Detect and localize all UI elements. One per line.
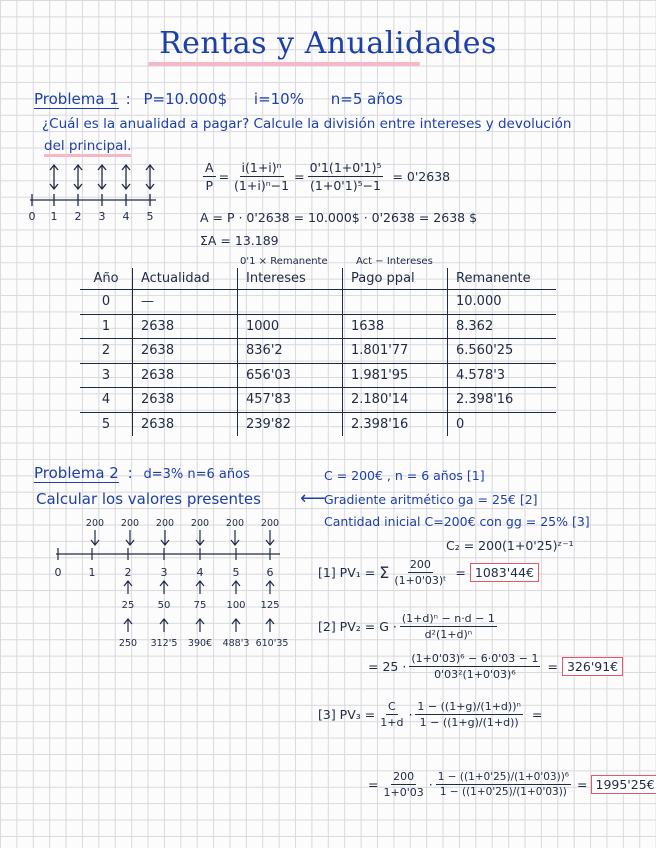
table-row [80, 314, 556, 339]
annuity-sum: ΣA = 13.189 [200, 233, 279, 248]
p1-tick-4: 4 [122, 210, 130, 223]
table-row [80, 412, 556, 436]
problem1-question-line2: del principal. [44, 138, 131, 157]
annot-pago: Act − Intereses [356, 256, 433, 267]
table-cell: 8.362 [448, 314, 557, 339]
eq3-fraction: $\frac{\text{1 − ((1+g)/(1+d))ⁿ}}{1 - ((1+g)/(1+d))}$ [417, 700, 521, 729]
problem2-right-line3: Cantidad inicial C=200€ con gg = 25% [3] [324, 514, 590, 529]
problem1-heading-row: Problema 1 : P=10.000$ i=10% n=5 años [34, 90, 403, 108]
table-cell: 457'83 [238, 388, 343, 413]
problem1-formula: $\frac{A}{P}$ = $\frac{\text{i(1+i)ⁿ}}{\text{(1+i)ⁿ−1}}$ = $\frac{\text{0'1(1+0'1)⁵}}{\text{(1+0'1)⁵−1}}$ = 0'2638 [205, 160, 451, 193]
table-cell: 2.398'16 [448, 388, 557, 413]
eq2-result: 326'91€ [562, 657, 623, 676]
table-cell: 0 [448, 412, 557, 436]
p2-top-value: 200 [225, 518, 245, 529]
eq3-result: 1995'25€ [591, 775, 656, 794]
table-cell: 836'2 [238, 339, 343, 364]
p2-bottom-value: 390€ [187, 638, 213, 649]
brace-arrow-icon: ⟵ [300, 488, 326, 509]
p2-top-value: 200 [155, 518, 175, 529]
table-cell: 2638 [133, 339, 238, 364]
p2-tick: 4 [196, 566, 204, 579]
table-row [80, 339, 556, 364]
problem1-question-line1: ¿Cuál es la anualidad a pagar? Calcule la división entre intereses y devolución [42, 116, 572, 132]
problem2-instruction: Calcular los valores presentes [36, 490, 261, 508]
col-header-remanente: Remanente [448, 268, 557, 290]
table-cell: 2638 [133, 388, 238, 413]
eq3-pre-fraction: $\frac{200}{1+0'03}$ [383, 770, 424, 799]
p2-bottom-value: 610'35 [255, 638, 289, 649]
table-cell: 2.398'16 [351, 416, 409, 432]
table-row [80, 363, 556, 388]
problem1-timeline [24, 160, 174, 226]
p2-top-value: 200 [85, 518, 105, 529]
problem2-timeline [40, 514, 310, 650]
p2-bottom-value: 312'5 [150, 638, 178, 649]
problem2-heading: Problema 2 [34, 464, 119, 482]
table-cell: 3 [80, 363, 133, 388]
table-cell: 2638 [133, 314, 238, 339]
table-cell: 2.180'14 [343, 388, 448, 413]
problem2-right-line1: C = 200€ , n = 6 años [1] [324, 468, 485, 483]
p1-tick-2: 2 [74, 210, 82, 223]
eq3-equals: = [531, 707, 543, 722]
p2-bottom-value: 488'3 [222, 638, 250, 649]
table-cell: 239'82 [238, 412, 343, 436]
table-cell: 10.000 [448, 290, 557, 315]
p2-bottom-value: 250 [118, 638, 138, 649]
col-header-actualidad: Actualidad [133, 268, 238, 290]
amortization-table [80, 268, 556, 436]
problem1-heading: Problema 1 [34, 90, 119, 108]
p2-tick: 5 [232, 566, 240, 579]
table-row [80, 388, 556, 413]
title-highlight [148, 62, 420, 66]
table-cell: 2638 [133, 363, 238, 388]
formula-substituted: $\frac{\text{0'1(1+0'1)⁵}}{\text{(1+0'1)⁵−1}}$ [309, 160, 382, 193]
p1-tick-0: 0 [28, 210, 36, 223]
eq3-label: [3] PV₃ = [318, 707, 376, 722]
problem2-right-line2: Gradiente aritmético ga = 25€ [2] [324, 492, 538, 507]
equation-2-substituted: = 25 · $\frac{\text{(1+0'03)⁶ − 6·0'03 − 1}}{\text{0'03²(1+0'03)⁶}}$ = 326'91€ [368, 652, 623, 681]
formula-general: $\frac{\text{i(1+i)ⁿ}}{\text{(1+i)ⁿ−1}}$ [234, 160, 290, 193]
equation-3-substituted: = $\frac{200}{1+0'03}$ · $\frac{\text{1 − ((1+0'25)/(1+0'03))⁶}}{1 - ((1+0'25)/(1+0'03))}$ = 1995'25€ [368, 770, 656, 799]
table-cell: 1.981'95 [343, 363, 448, 388]
problem2-cz-formula: C₂ = 200(1+0'25)ᶻ⁻¹ [446, 538, 574, 553]
problem2-params: d=3% n=6 años [143, 467, 250, 482]
p2-tick: 2 [124, 566, 132, 579]
p1-tick-1: 1 [50, 210, 58, 223]
p2-grad-value: 125 [260, 600, 280, 611]
eq2-label: [2] PV₂ = G · [318, 619, 397, 634]
p1-tick-5: 5 [146, 210, 154, 223]
equation-2 [318, 612, 500, 641]
problem1-param-i: i=10% [253, 90, 304, 108]
table-cell: 656'03 [238, 363, 343, 388]
table-cell: 1 [80, 314, 133, 339]
problem1-param-n: n=5 años [330, 90, 403, 108]
eq1-fraction: $\frac{200}{\text{(1+0'03)ᵗ}}$ [394, 558, 447, 587]
table-cell: 0 [80, 290, 133, 315]
table-cell: — [133, 290, 238, 315]
eq2-fraction-substituted: $\frac{\text{(1+0'03)⁶ − 6·0'03 − 1}}{\text{0'03²(1+0'03)⁶}}$ [411, 652, 539, 681]
table-cell: 1638 [343, 314, 448, 339]
p1-tick-3: 3 [98, 210, 106, 223]
eq3-fraction-substituted: $\frac{\text{1 − ((1+0'25)/(1+0'03))⁶}}{1 - ((1+0'25)/(1+0'03))}$ [437, 771, 570, 798]
p2-grad-value: 50 [157, 600, 171, 611]
problem2-heading-row: Problema 2 : d=3% n=6 años [34, 464, 250, 482]
table-row [80, 290, 556, 315]
eq1-label: [1] PV₁ = [318, 565, 376, 580]
p2-grad-value: 25 [121, 600, 135, 611]
table-cell: 5 [80, 412, 133, 436]
sum-icon: Σ [379, 563, 390, 582]
eq2-pre: = 25 · [368, 659, 407, 674]
col-header-ano: Año [80, 268, 133, 290]
table-header-row [80, 268, 556, 290]
p2-tick: 3 [160, 566, 168, 579]
problem1-param-p: P=10.000$ [143, 90, 228, 108]
p2-top-value: 200 [260, 518, 280, 529]
p2-top-value: 200 [190, 518, 210, 529]
col-header-pago: Pago ppal [343, 268, 448, 290]
table-cell [343, 290, 448, 315]
table-cell: 2638 [141, 416, 175, 432]
eq3-c-fraction: $\frac{C}{1+d}$ [380, 700, 404, 729]
equation-1: [1] PV₁ = Σ $\frac{200}{\text{(1+0'03)ᵗ}}$ = 1083'44€ [318, 558, 539, 587]
p2-tick: 6 [266, 566, 274, 579]
eq1-result: 1083'44€ [470, 563, 539, 582]
table-cell [238, 290, 343, 315]
equation-3: [3] PV₃ = $\frac{C}{1+d}$ · $\frac{\text{1 − ((1+g)/(1+d))ⁿ}}{1 - ((1+g)/(1+d))}$ = [318, 700, 543, 729]
annuity-line: A = P · 0'2638 = 10.000$ · 0'2638 = 2638 $ [200, 210, 478, 225]
formula-lhs: $\frac{A}{P}$ [205, 160, 214, 193]
table-cell: 1000 [238, 314, 343, 339]
table-cell: 1.801'77 [343, 339, 448, 364]
p2-tick: 1 [88, 566, 96, 579]
formula-result: = 0'2638 [392, 169, 451, 184]
annot-intereses: 0'1 × Remanente [240, 256, 328, 267]
p2-grad-value: 100 [226, 600, 246, 611]
eq2-fraction: $\frac{\text{(1+d)ⁿ − n·d − 1}}{\text{d²(1+d)ⁿ}}$ [401, 612, 495, 641]
table-cell: 4.578'3 [448, 363, 557, 388]
col-header-intereses: Intereses [238, 268, 343, 290]
p2-top-value: 200 [120, 518, 140, 529]
table-cell: 6.560'25 [448, 339, 557, 364]
table-cell: 4 [80, 388, 133, 413]
table-cell: 2 [80, 339, 133, 364]
p2-tick: 0 [54, 566, 62, 579]
page-title: Rentas y Anualidades [159, 26, 497, 61]
p2-grad-value: 75 [193, 600, 207, 611]
